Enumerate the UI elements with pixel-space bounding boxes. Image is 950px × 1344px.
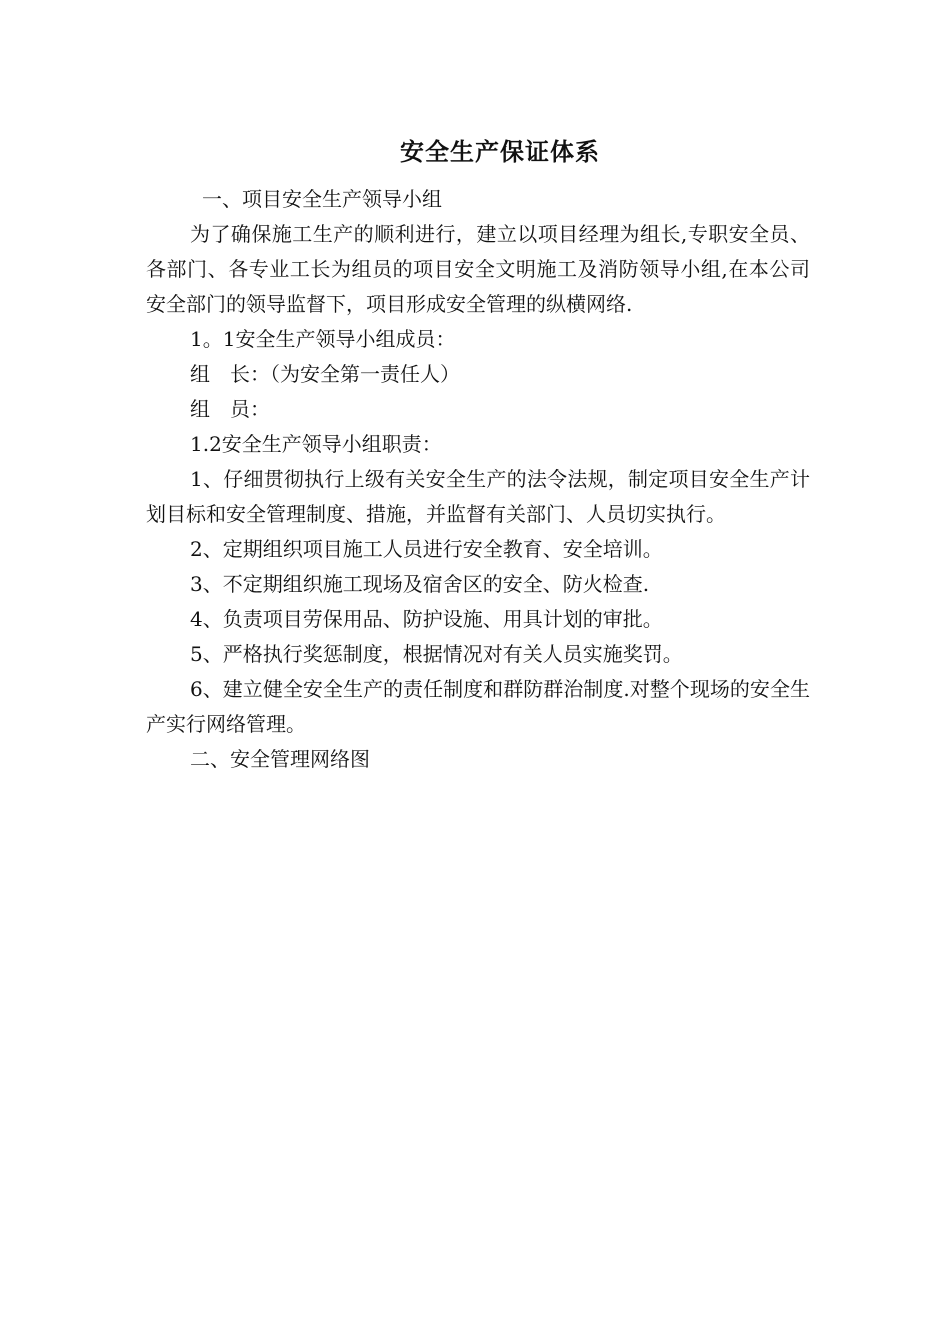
intro-paragraph: 为了确保施工生产的顺利进行，建立以项目经理为组长,专职安全员、各部门、各专业工长为组员的项目安全文明施工及消防领导小组,在本公司安全部门的领导监督下，项目形成安全管理的纵横网络. [146, 222, 810, 316]
duty-item-2: 2、定期组织项目施工人员进行安全教育、安全培训。 [190, 537, 663, 561]
subsection-1-1-heading: 1。1安全生产领导小组成员： [190, 327, 456, 351]
duty-item-6: 6、建立健全安全生产的责任制度和群防群治制度.对整个现场的安全生产实行网络管理。 [146, 677, 810, 736]
leader-line: 组 长：（为安全第一责任人） [190, 362, 460, 386]
document-body [146, 182, 810, 777]
member-line: 组 员： [190, 397, 270, 421]
duty-item-4: 4、负责项目劳保用品、防护设施、用具计划的审批。 [190, 607, 663, 631]
duty-item-3: 3、不定期组织施工现场及宿舍区的安全、防火检查. [190, 572, 650, 596]
subsection-1-2-heading: 1.2安全生产领导小组职责： [190, 432, 442, 456]
duty-item-1: 1、仔细贯彻执行上级有关安全生产的法令法规，制定项目安全生产计划目标和安全管理制度、措施，并监督有关部门、人员切实执行。 [146, 467, 810, 526]
document-title: 安全生产保证体系 [400, 137, 600, 166]
section-1-heading: 一、项目安全生产领导小组 [202, 187, 442, 211]
duty-item-5: 5、严格执行奖惩制度，根据情况对有关人员实施奖罚。 [190, 642, 683, 666]
section-2-heading: 二、安全管理网络图 [190, 747, 370, 771]
